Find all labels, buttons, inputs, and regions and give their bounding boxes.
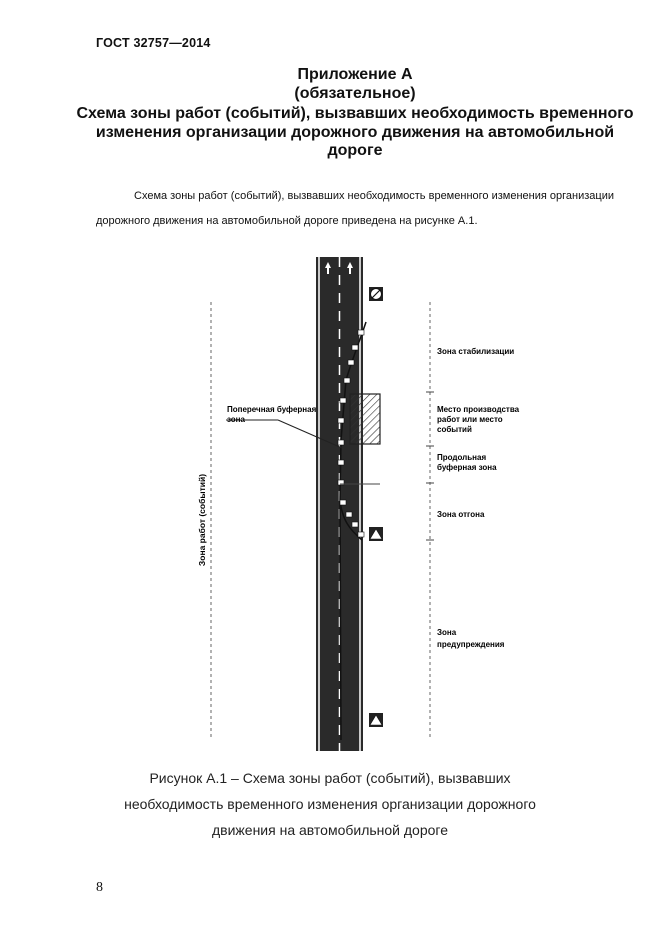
zone-warning-2: предупреждения (437, 640, 505, 649)
zone-long-buffer-1: Продольная (437, 453, 487, 462)
buffer-label-line1: Поперечная буферная (227, 405, 317, 414)
zone-stabilization: Зона стабилизации (437, 347, 515, 356)
appendix-heading: Схема зоны работ (событий), вызвавших необходимость временного изменения организации дорожного движения на автомобильной дороге (76, 105, 634, 159)
page-number: 8 (96, 880, 103, 895)
workplace-area (350, 394, 380, 444)
zone-taper: Зона отгона (437, 510, 485, 519)
zone-warning-1: Зона (437, 628, 457, 637)
road-sign-bottom (369, 713, 383, 727)
zone-label-left: Зона работ (событий) (197, 473, 207, 567)
appendix-title: Приложение А (297, 66, 413, 83)
document-header: ГОСТ 32757—2014 (96, 36, 211, 50)
buffer-label-line2: зона (227, 415, 245, 424)
paragraph-text: Схема зоны работ (событий), вызвавших необходимость временного изменения организации дорожного движения на автомобильной дороге приведена на рисунке А.1. (96, 190, 614, 227)
road-sign-top (369, 287, 383, 301)
appendix-status: (обязательное) (294, 85, 416, 102)
zone-workplace-3: событий (437, 425, 472, 434)
zone-long-buffer-2: буферная зона (437, 463, 497, 472)
road-sign-middle (369, 527, 383, 541)
figure-caption: Рисунок А.1 – Схема зоны работ (событий), вызвавших необходимость временного изменения организации дорожного движения на автомобильной дороге (124, 770, 536, 838)
zone-workplace-1: Место производства (437, 405, 520, 414)
zone-workplace-2: работ или место (437, 415, 503, 424)
